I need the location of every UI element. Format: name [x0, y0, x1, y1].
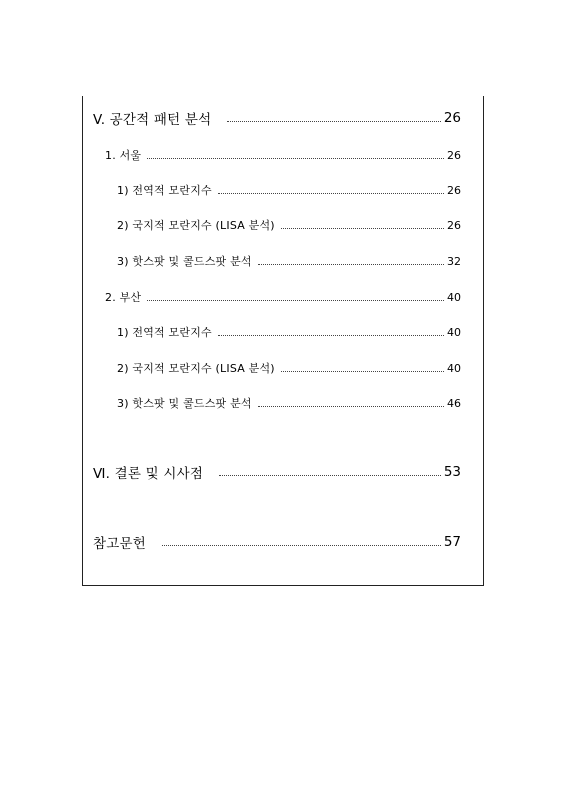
- toc-leader-dots: [219, 475, 441, 476]
- toc-entry-seoul-global-moran[interactable]: [117, 182, 461, 198]
- toc-entry-section-seoul[interactable]: [105, 147, 461, 163]
- toc-leader-dots: [281, 228, 444, 229]
- toc-entry-label: 1) 전역적 모란지수: [117, 184, 212, 197]
- toc-entry-label: 3) 핫스팟 및 콜드스팟 분석: [117, 255, 252, 268]
- toc-entry-page: 40: [447, 361, 461, 375]
- toc-entry-page: 40: [447, 325, 461, 339]
- toc-entry-label: 2) 국지적 모란지수 (LISA 분석): [117, 219, 275, 232]
- toc-leader-dots: [258, 406, 444, 407]
- toc-entry-label: 참고문헌: [93, 536, 146, 552]
- toc-entry-chapter-6[interactable]: [93, 462, 461, 482]
- toc-entry-label: 2. 부산: [105, 291, 142, 304]
- toc-entry-references[interactable]: [93, 532, 461, 552]
- toc-entry-seoul-local-moran[interactable]: [117, 217, 461, 233]
- toc-entry-busan-hotspot[interactable]: [117, 395, 461, 411]
- toc-entry-label: 1. 서울: [105, 149, 142, 162]
- toc-frame: [82, 96, 484, 586]
- toc-entry-label: V. 공간적 패턴 분석: [93, 112, 212, 128]
- toc-entry-page: 26: [447, 218, 461, 232]
- toc-entry-busan-local-moran[interactable]: [117, 360, 461, 376]
- toc-entry-label: 3) 핫스팟 및 콜드스팟 분석: [117, 397, 252, 410]
- toc-leader-dots: [258, 264, 444, 265]
- toc-leader-dots: [147, 158, 444, 159]
- toc-entry-page: 26: [447, 148, 461, 162]
- toc-entry-page: 57: [443, 534, 461, 550]
- toc-entry-page: 26: [443, 110, 461, 126]
- toc-entry-section-busan[interactable]: [105, 289, 461, 305]
- toc-entry-page: 53: [443, 464, 461, 480]
- toc-leader-dots: [218, 335, 444, 336]
- toc-leader-dots: [281, 371, 444, 372]
- toc-leader-dots: [162, 545, 441, 546]
- toc-leader-dots: [227, 121, 440, 122]
- toc-entry-chapter-5[interactable]: [93, 108, 461, 128]
- toc-entry-label: Ⅵ. 결론 및 시사점: [93, 466, 204, 482]
- toc-leader-dots: [147, 300, 444, 301]
- toc-entry-seoul-hotspot[interactable]: [117, 253, 461, 269]
- toc-leader-dots: [218, 193, 444, 194]
- toc-entry-page: 26: [447, 183, 461, 197]
- toc-entry-label: 1) 전역적 모란지수: [117, 326, 212, 339]
- toc-entry-busan-global-moran[interactable]: [117, 324, 461, 340]
- toc-entry-page: 40: [447, 290, 461, 304]
- toc-entry-page: 46: [447, 396, 461, 410]
- toc-entry-page: 32: [447, 254, 461, 268]
- toc-entry-label: 2) 국지적 모란지수 (LISA 분석): [117, 362, 275, 375]
